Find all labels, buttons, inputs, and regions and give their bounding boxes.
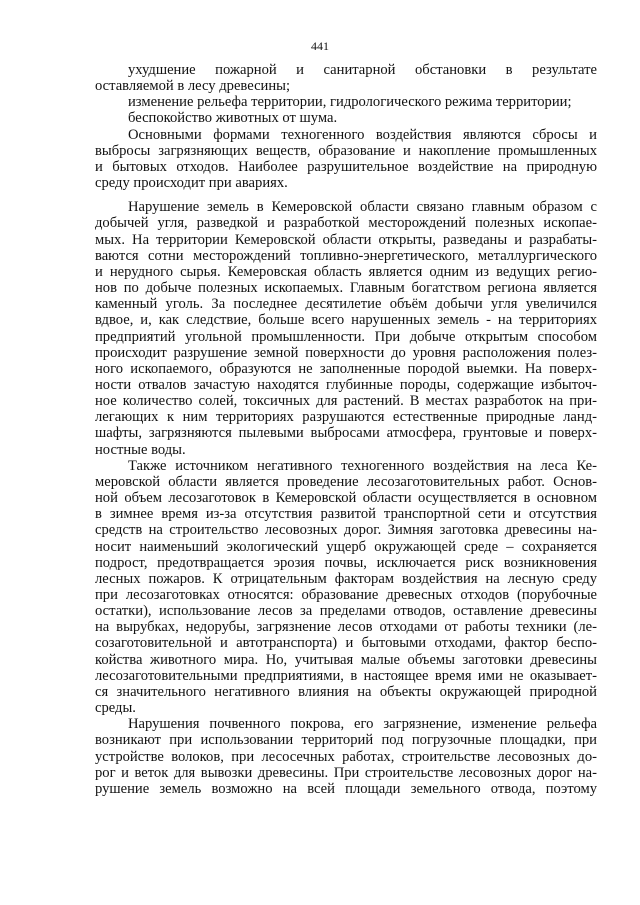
- text-line: Нарушение земель в Кемеровской области связано главным образом с: [128, 199, 597, 216]
- text-line: ся значительного негативного влияния на объекты окружающей природной: [95, 683, 597, 700]
- text-line: нов по добыче полезных ископаемых. Главным богатством региона является: [95, 280, 597, 297]
- text-line: рушение земель возможно на всей площади земельного отвода, поэтому: [95, 780, 597, 797]
- text-line: мых. На территории Кемеровской области открыты, разведаны и разрабаты-: [95, 231, 597, 248]
- text-line: в зимнее время из-за отсутствия развитой транспортной сети и отсутствия: [95, 506, 597, 523]
- text-line: шафты, загрязняются пылевыми выбросами атмосфера, грунтовые и поверх-: [95, 425, 597, 442]
- text-line: лесных пожаров. К отрицательным факторам воздействия на лесную среду: [95, 570, 597, 587]
- text-line: среду происходит при авариях.: [95, 175, 288, 192]
- text-line: остатки), использование лесов за пределами отводов, оставление древесины: [95, 603, 597, 620]
- text-line: на вырубках, недорубы, загрязнение лесов отходами от работы техники (ле-: [95, 619, 597, 636]
- text-line: вдвое, и, как следствие, больше всего нарушенных земель - на территориях: [95, 312, 597, 329]
- text-line: ного ископаемого, образуются не заполненные породой выемки. На поверх-: [95, 360, 597, 377]
- text-line: средств на строительство лесовозных дорог. Зимняя заготовка древесины на-: [95, 522, 597, 539]
- text-line: предприятий угольной промышленности. При добыче открытым способом: [95, 328, 597, 345]
- text-line: добычей угля, разведкой и разработкой месторождений полезных ископае-: [95, 215, 597, 232]
- body-text: [95, 62, 597, 797]
- paragraph-soil-disturbance: [95, 716, 597, 797]
- text-line: и нерудного сырья. Кемеровская область является одним из ведущих регио-: [95, 263, 597, 280]
- text-line: беспокойство животных от шума.: [128, 110, 338, 127]
- text-line: ной объем лесозаготовок в Кемеровской области осуществляется в основном: [95, 490, 597, 507]
- text-line: ное количество солей, токсичных для растений. В местах разработок на при-: [95, 393, 597, 410]
- text-line: оставляемой в лесу древесины;: [95, 78, 291, 95]
- text-line: изменение рельефа территории, гидрологического режима территории;: [128, 94, 572, 111]
- text-line: носит наименьший экологический ущерб окружающей среде – сохраняется: [95, 538, 597, 555]
- paragraph-logging-operations: [95, 458, 597, 717]
- text-line: созаготовительной и автотранспорта) и бытовыми отходами, фактор беспо-: [95, 635, 597, 652]
- text-line: лесозаготовительными предприятиями, в настоящее время ими не оказывает-: [95, 667, 597, 684]
- text-line: Основными формами техногенного воздействия являются сбросы и: [128, 126, 597, 143]
- text-line: выбросы загрязняющих веществ, образование и накопление промышленных: [95, 142, 597, 159]
- text-line: койства животного мира. Но, учитывая малые объемы заготовки древесины: [95, 651, 597, 668]
- text-line: происходит разрушение земной поверхности до уровня расположения полез-: [95, 344, 597, 361]
- text-line: ухудшение пожарной и санитарной обстановки в результате: [128, 62, 597, 78]
- text-line: легающих к ним территориях разрушаются естественные природные ланд-: [95, 409, 597, 426]
- text-line: ваются сотни месторождений топливно-энергетического, металлургического: [95, 247, 597, 264]
- text-line: и бытовых отходов. Наиболее разрушительное воздействие на природную: [95, 158, 597, 175]
- text-line: Также источником негативного техногенного воздействия на леса Ке-: [128, 457, 597, 474]
- text-line: ностные воды.: [95, 441, 186, 458]
- text-line: меровской области является проведение лесозаготовительных работ. Основ-: [95, 473, 597, 490]
- text-line: устройстве волоков, при лесосечных работах, строительстве лесовозных до-: [95, 748, 597, 765]
- text-line: возникают при использовании территорий под погрузочные площадки, при: [95, 732, 597, 749]
- paragraph-logging-effects-list-end: [95, 62, 597, 127]
- text-line: подрост, предотвращается эрозия почвы, исключается риск возникновения: [95, 554, 597, 571]
- text-line: Нарушения почвенного покрова, его загрязнение, изменение рельефа: [128, 716, 597, 733]
- page-number: 441: [311, 39, 329, 53]
- text-line: каменный уголь. За последнее десятилетие объём добычи угля увеличился: [95, 296, 597, 313]
- paragraph-land-disturbance: [95, 199, 597, 458]
- text-line: при лесозаготовках относятся: образование древесных отходов (порубочные: [95, 587, 597, 603]
- paragraph-forms-of-impact: [95, 127, 597, 192]
- text-line: среды.: [95, 700, 136, 717]
- text-line: рог и веток для вывозки древесины. При строительстве лесовозных дорог на-: [95, 764, 597, 781]
- text-line: ности отвалов зачастую находятся глубинные породы, содержащие избыточ-: [95, 376, 597, 393]
